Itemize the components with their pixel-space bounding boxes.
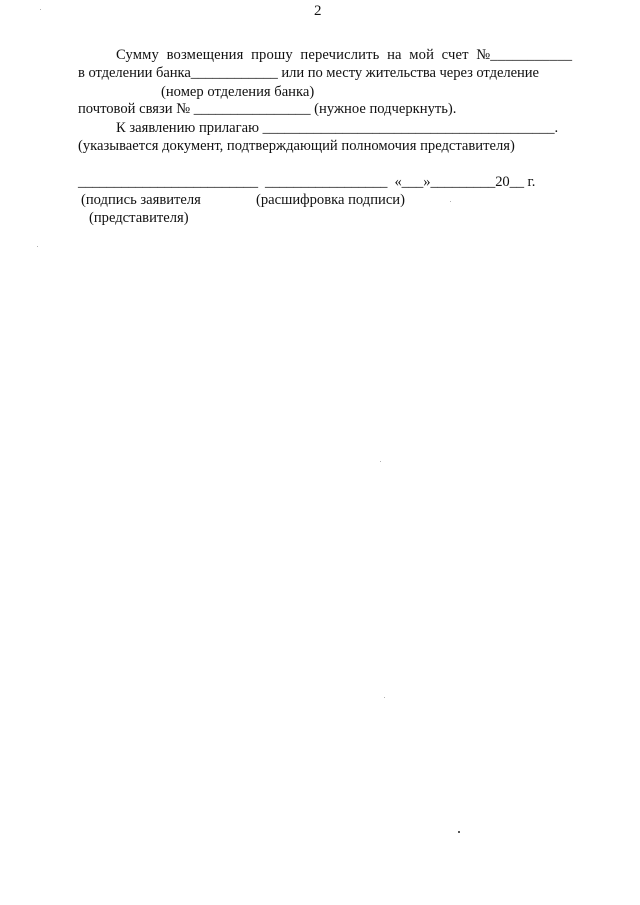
bank-branch-line: в отделении банка____________ или по месту жительства через отделение [78, 65, 539, 81]
signature-line: _________________________ _________________ «___»_________20__ г. [78, 174, 536, 190]
scan-speck [380, 461, 381, 462]
scan-speck [458, 831, 460, 833]
signature-hint: (подпись заявителя [81, 192, 201, 208]
attachment-line: К заявлению прилагаю ________________________________________. [116, 120, 559, 136]
scan-speck [450, 201, 451, 202]
scan-speck [40, 9, 41, 10]
refund-request-line: Сумму возмещения прошу перечислить на мой счет №___________ [116, 47, 573, 63]
representative-hint: (представителя) [89, 210, 189, 226]
post-office-line: почтовой связи № ________________ (нужное подчеркнуть). [78, 101, 457, 117]
scan-speck [384, 697, 385, 698]
attachment-hint: (указывается документ, подтверждающий полномочия представителя) [78, 138, 515, 154]
signature-decoding-hint: (расшифровка подписи) [256, 192, 405, 208]
scan-speck [37, 246, 38, 247]
page-number: 2 [314, 3, 322, 19]
bank-branch-hint: (номер отделения банка) [161, 84, 315, 100]
